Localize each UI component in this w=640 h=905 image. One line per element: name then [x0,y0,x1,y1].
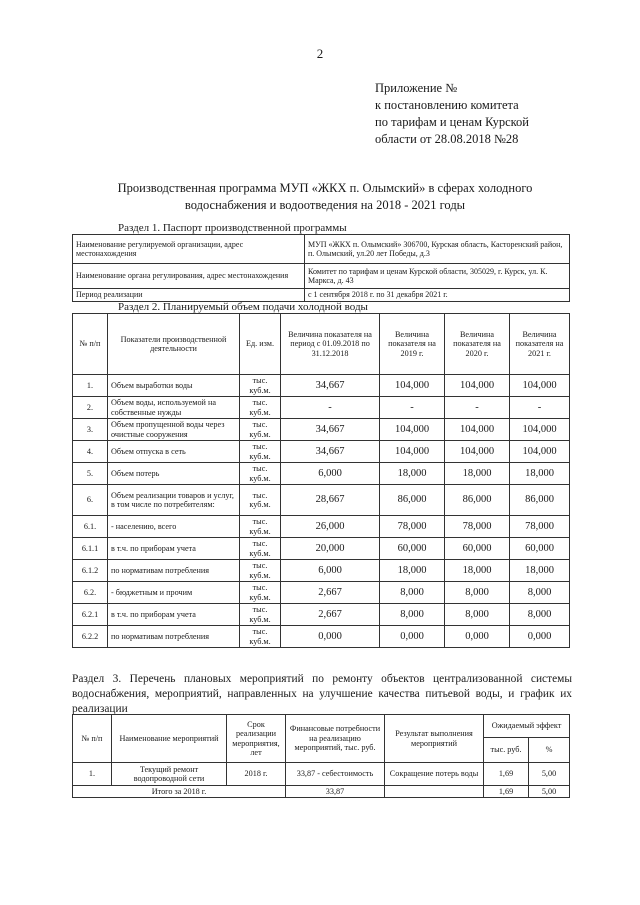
cell: 8,000 [380,604,445,626]
table-row [73,397,570,419]
cell: Объем выработки воды [108,375,240,397]
cell: 3. [73,419,108,441]
cell: тыс. куб.м. [240,626,281,648]
cell: 104,000 [445,441,510,463]
cell: 18,000 [445,560,510,582]
cell: 86,000 [445,485,510,516]
cell: 104,000 [510,375,570,397]
cell: 4. [73,441,108,463]
table-row [73,375,570,397]
cell: тыс. куб.м. [240,485,281,516]
cell: 18,000 [380,560,445,582]
cell: 6.1. [73,516,108,538]
cell: 34,667 [281,375,380,397]
passport-value: МУП «ЖКХ п. Олымский» 306700, Курская область, Касторенский район, п. Олымский, ул.20 лет Победы, д.3 [305,235,570,264]
cell: 18,000 [510,463,570,485]
cell: 6. [73,485,108,516]
appendix-line: области от 28.08.2018 №28 [375,132,519,146]
col-header: Срок реализации мероприятия, лет [227,715,286,763]
col-header: Результат выполнения мероприятий [385,715,484,763]
cell: тыс. куб.м. [240,463,281,485]
cell: 6.2. [73,582,108,604]
table-row [73,626,570,648]
cell: 8,000 [510,604,570,626]
cell: 104,000 [380,441,445,463]
cell: Объем отпуска в сеть [108,441,240,463]
cell: 33,87 - себестоимость [286,763,385,786]
table-row [73,441,570,463]
table-total-row [73,786,570,798]
cell: Объем потерь [108,463,240,485]
cell: 0,000 [281,626,380,648]
cell: 78,000 [445,516,510,538]
cell: 1. [73,763,112,786]
measures-table [72,714,570,798]
table-header-row [73,715,570,738]
cell: тыс. куб.м. [240,375,281,397]
cell: 18,000 [445,463,510,485]
cell: 34,667 [281,441,380,463]
cell: 34,667 [281,419,380,441]
passport-label: Период реализации [73,289,305,302]
section3-title: Раздел 3. Перечень плановых мероприятий по ремонту объектов централизованной системы водоснабжения, мероприятий, направленных на улучшение качества питьевой воды, и график их реализации [72,673,572,715]
table-header-row [73,314,570,375]
cell: 86,000 [380,485,445,516]
col-header: тыс. руб. [484,738,529,763]
cell: 104,000 [380,375,445,397]
col-header: № п/п [73,314,108,375]
cell: тыс. куб.м. [240,538,281,560]
col-header: Ед. изм. [240,314,281,375]
cell: 28,667 [281,485,380,516]
col-header: Наименование мероприятий [112,715,227,763]
cell: 5,00 [529,763,570,786]
cell: в т.ч. по приборам учета [108,538,240,560]
cell: 0,000 [380,626,445,648]
col-header: % [529,738,570,763]
cell: в т.ч. по приборам учета [108,604,240,626]
cell: 33,87 [286,786,385,798]
cell: 104,000 [445,375,510,397]
cell: по нормативам потребления [108,560,240,582]
cell: - населению, всего [108,516,240,538]
cell: - бюджетным и прочим [108,582,240,604]
cell: 60,000 [510,538,570,560]
cell: 60,000 [380,538,445,560]
col-header: Величина показателя на 2020 г. [445,314,510,375]
cell: тыс. куб.м. [240,441,281,463]
cell: 1,69 [484,786,529,798]
cell [385,786,484,798]
cell: 104,000 [510,419,570,441]
cell: 0,000 [445,626,510,648]
passport-table [72,234,570,302]
cell: 2018 г. [227,763,286,786]
cell: 8,000 [445,582,510,604]
appendix-line: Приложение № [375,81,458,95]
cell: 8,000 [510,582,570,604]
col-header: Величина показателя на 2021 г. [510,314,570,375]
cell: по нормативам потребления [108,626,240,648]
cell: 1,69 [484,763,529,786]
table-row [73,264,570,289]
cell: 78,000 [380,516,445,538]
cell: 2. [73,397,108,419]
title-line: водоснабжения и водоотведения на 2018 - 2021 годы [184,198,466,212]
table-row [73,582,570,604]
cell: 6.1.1 [73,538,108,560]
volume-table [72,313,570,648]
passport-value: с 1 сентября 2018 г. по 31 декабря 2021 г. [305,289,570,302]
cell: 0,000 [510,626,570,648]
cell: Объем воды, используемой на собственные нужды [108,397,240,419]
cell: 18,000 [380,463,445,485]
cell: 104,000 [380,419,445,441]
table-row [73,289,570,302]
appendix-line: к постановлению комитета [375,98,519,112]
cell: 6.1.2 [73,560,108,582]
table-row [73,538,570,560]
cell: 78,000 [510,516,570,538]
cell: 2,667 [281,604,380,626]
table-row [73,763,570,786]
passport-value: Комитет по тарифам и ценам Курской области, 305029, г. Курск, ул. К. Маркса, д. 43 [305,264,570,289]
col-header: Финансовые потребности на реализацию мероприятий, тыс. руб. [286,715,385,763]
cell: Объем пропущенной воды через очистные сооружения [108,419,240,441]
col-header: Величина показателя на 2019 г. [380,314,445,375]
cell: - [445,397,510,419]
cell: 8,000 [445,604,510,626]
col-header: № п/п [73,715,112,763]
table-row [73,516,570,538]
cell: 5,00 [529,786,570,798]
cell: 86,000 [510,485,570,516]
cell: 6,000 [281,463,380,485]
col-header: Ожидаемый эффект [484,715,570,738]
cell: 104,000 [445,419,510,441]
cell: тыс. куб.м. [240,419,281,441]
cell: 20,000 [281,538,380,560]
table-row [73,419,570,441]
cell: 6.2.1 [73,604,108,626]
cell: Объем реализации товаров и услуг, в том числе по потребителям: [108,485,240,516]
document-title [70,180,580,214]
appendix-line: по тарифам и ценам Курской [375,115,529,129]
table-row [73,604,570,626]
col-header: Показатели производственной деятельности [108,314,240,375]
cell: 18,000 [510,560,570,582]
col-header: Величина показателя на период с 01.09.2018 по 31.12.2018 [281,314,380,375]
table-row [73,560,570,582]
cell: тыс. куб.м. [240,397,281,419]
cell: - [510,397,570,419]
cell: 26,000 [281,516,380,538]
section2-title: Раздел 2. Планируемый объем подачи холодной воды [118,301,368,313]
table-row [73,235,570,264]
cell: 6.2.2 [73,626,108,648]
cell: 5. [73,463,108,485]
table-row [73,485,570,516]
cell: 6,000 [281,560,380,582]
title-line: Производственная программа МУП «ЖКХ п. Олымский» в сферах холодного [117,181,533,195]
cell: - [281,397,380,419]
cell: тыс. куб.м. [240,516,281,538]
passport-label: Наименование регулируемой организации, адрес местонахождения [73,235,305,264]
cell: Сокращение потерь воды [385,763,484,786]
cell: тыс. куб.м. [240,604,281,626]
appendix-block [375,80,575,148]
cell: 2,667 [281,582,380,604]
section1-title: Раздел 1. Паспорт производственной программы [118,222,347,234]
cell: тыс. куб.м. [240,582,281,604]
cell: тыс. куб.м. [240,560,281,582]
cell: Итого за 2018 г. [73,786,286,798]
cell: Текущий ремонт водопроводной сети [112,763,227,786]
cell: 1. [73,375,108,397]
cell: 8,000 [380,582,445,604]
cell: - [380,397,445,419]
cell: 104,000 [510,441,570,463]
passport-label: Наименование органа регулирования, адрес местонахождения [73,264,305,289]
cell: 60,000 [445,538,510,560]
table-row [73,463,570,485]
page-number: 2 [316,46,324,61]
